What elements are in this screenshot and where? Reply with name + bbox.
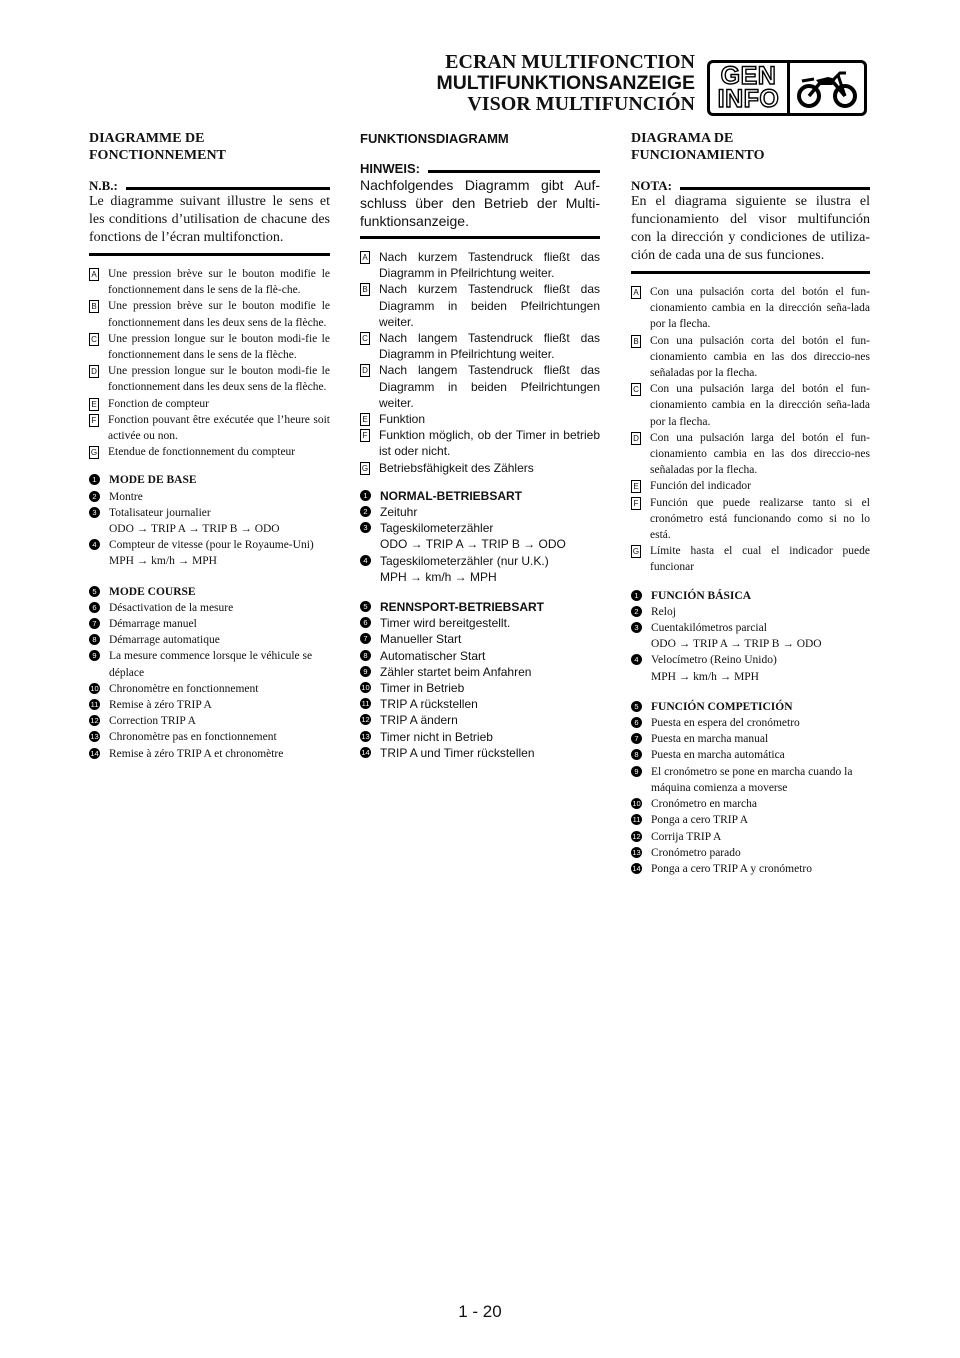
- legend-key-box: G: [632, 547, 640, 557]
- item-number-badge: 11: [90, 700, 99, 710]
- item-text: TRIP A rückstellen: [380, 697, 478, 712]
- item-number-badge: 12: [361, 715, 370, 725]
- page-number: 1 - 20: [458, 1302, 502, 1321]
- item-number-badge: 14: [361, 747, 370, 757]
- list-item: [631, 861, 870, 877]
- legend-key-box: F: [89, 414, 99, 427]
- item-number-badge: 7: [89, 618, 100, 629]
- item-sequence: MPH → km/h → MPH: [651, 670, 759, 683]
- legend-item: [631, 478, 870, 494]
- item-text: Velocímetro (Reino Unido): [651, 654, 777, 667]
- header-titles: [436, 52, 695, 115]
- legend-item: [631, 430, 870, 479]
- note-rule: [126, 187, 330, 190]
- item-text: Ponga a cero TRIP A: [651, 814, 749, 827]
- item-number-badge: 7: [631, 733, 642, 744]
- legend-key-box: E: [360, 413, 370, 426]
- legend-item: [631, 284, 870, 333]
- item-text: Compteur de vitesse (pour le Royaume-Uni): [109, 539, 314, 552]
- note-header: [631, 178, 870, 193]
- legend-item: [631, 381, 870, 430]
- note-label: N.B.:: [89, 178, 118, 193]
- list-item: [360, 615, 600, 631]
- item-text-block: [109, 537, 330, 569]
- item-text: Tageskilometerzähler: [380, 521, 494, 536]
- list-item: [360, 553, 600, 585]
- legend-list: [631, 284, 870, 576]
- item-text: El cronómetro se pone en marcha cuando la máquina comienza a moverse: [651, 765, 853, 794]
- item-text-block: [380, 553, 600, 585]
- item-number-badge: 1: [89, 474, 100, 485]
- item-text: Timer in Betrieb: [380, 681, 465, 696]
- list-item: [631, 812, 870, 828]
- note-text: En el diagrama siguiente se ilustra el funcionamiento del visor multifunción con la dirección y condiciones de utiliza-ción de cada una de sus funciones.: [631, 193, 870, 274]
- legend-item: [89, 444, 330, 460]
- list-item: [360, 599, 600, 615]
- item-text: Montre: [109, 490, 143, 503]
- item-text: MODE COURSE: [109, 585, 196, 598]
- item-text: Démarrage automatique: [109, 634, 220, 647]
- list-item: [89, 472, 330, 488]
- note-text: Nachfolgendes Diagramm gibt Auf-schluss über den Betrieb der Multi-funktionsanzeige.: [360, 176, 600, 239]
- item-text: Tageskilometerzähler (nur U.K.): [380, 553, 549, 568]
- list-item: [360, 696, 600, 712]
- legend-text: Función que puede realizarse tanto si el cronómetro está funcionando como si no lo está.: [650, 496, 870, 542]
- item-text-block: [651, 620, 870, 652]
- item-text: Puesta en espera del cronómetro: [651, 717, 800, 730]
- item-text-block: [109, 632, 330, 648]
- legend-key-box: E: [631, 480, 641, 493]
- item-number-badge: 3: [631, 622, 642, 633]
- item-text: Manueller Start: [380, 632, 462, 647]
- item-number-badge: 7: [360, 633, 371, 644]
- item-number-badge: 3: [360, 522, 371, 533]
- note-text: Le diagramme suivant illustre le sens et les conditions d’utilisation de chacune des fonctions de l’écran multifonction.: [89, 193, 330, 256]
- item-text-block: [651, 715, 870, 731]
- legend-text: Une pression brève sur le bouton modifie le fonctionnement dans le sens de la flè-che.: [108, 268, 330, 297]
- legend-item: [89, 331, 330, 363]
- item-text-block: [380, 615, 600, 631]
- item-text: Démarrage manuel: [109, 618, 197, 631]
- item-text: FUNCIÓN COMPETICIÓN: [651, 700, 793, 713]
- item-number-badge: 8: [89, 634, 100, 645]
- item-number-badge: 13: [361, 731, 370, 741]
- column-german: [360, 128, 600, 761]
- item-number-badge: 9: [360, 666, 371, 677]
- legend-text: Une pression longue sur le bouton modi-fie le fonctionnement dans les deux sens de la flèche.: [108, 365, 330, 394]
- legend-item: [89, 298, 330, 330]
- list-item: [631, 845, 870, 861]
- list-item: [631, 699, 870, 715]
- item-number-badge: 1: [360, 490, 371, 501]
- legend-item: [631, 495, 870, 544]
- item-number-badge: 13: [632, 847, 641, 857]
- item-text-block: [651, 764, 870, 796]
- legend-item: [360, 281, 600, 330]
- legend-item: [360, 411, 600, 427]
- item-number-badge: 4: [89, 539, 100, 550]
- legend-text: Une pression longue sur le bouton modi-fie le fonctionnement dans le sens de la flèche.: [108, 332, 330, 362]
- legend-key-box: E: [89, 398, 99, 411]
- item-text: Remise à zéro TRIP A: [109, 699, 212, 712]
- item-number-badge: 6: [89, 602, 100, 613]
- list-item: [631, 829, 870, 845]
- item-text: La mesure commence lorsque le véhicule se déplace: [109, 650, 313, 679]
- list-item: [360, 504, 600, 520]
- legend-text: Funktion möglich, ob der Timer in betrieb ist oder nicht.: [379, 428, 600, 459]
- legend-text: Fonction pouvant être exécutée que l’heure soit activée ou non.: [108, 413, 330, 443]
- item-text: Zähler startet beim Anfahren: [380, 664, 532, 679]
- title-french: ECRAN MULTIFONCTION: [445, 51, 695, 73]
- list-item: [89, 489, 330, 505]
- item-text-block: [651, 588, 870, 604]
- item-text-block: [651, 731, 870, 747]
- list-spacer: [631, 685, 870, 699]
- item-number-badge: 13: [90, 732, 99, 742]
- legend-item: [89, 266, 330, 298]
- legend-text: Nach langem Tastendruck fließt das Diagramm in Pfeilrichtung weiter.: [379, 331, 600, 362]
- list-item: [360, 648, 600, 664]
- list-spacer: [89, 570, 330, 584]
- item-text-block: [109, 505, 330, 537]
- list-item: [631, 796, 870, 812]
- item-text: Ponga a cero TRIP A y cronómetro: [651, 862, 812, 875]
- item-number-badge: 9: [89, 650, 100, 661]
- legend-key-box: A: [360, 251, 370, 264]
- legend-key-box: C: [631, 383, 641, 396]
- item-number-badge: 8: [360, 650, 371, 661]
- legend-item: [631, 333, 870, 382]
- list-item: [360, 520, 600, 552]
- item-text-block: [109, 584, 330, 600]
- item-sequence: ODO → TRIP A → TRIP B → ODO: [109, 523, 280, 536]
- legend-key-box: G: [90, 448, 98, 458]
- column-spanish: [631, 128, 870, 877]
- item-text: Chronomètre en fonctionnement: [109, 682, 259, 695]
- numbered-list: [631, 588, 870, 877]
- list-item: [89, 600, 330, 616]
- legend-text: Fonction de compteur: [108, 397, 209, 410]
- legend-key-box: B: [360, 283, 370, 296]
- list-item: [360, 631, 600, 647]
- list-item: [89, 697, 330, 713]
- item-text: RENNSPORT-BETRIEBSART: [380, 600, 545, 615]
- legend-text: Nach kurzem Tastendruck fließt das Diagramm in Pfeilrichtung weiter.: [379, 250, 600, 281]
- list-item: [89, 648, 330, 680]
- item-text-block: [380, 504, 600, 520]
- note-label: NOTA:: [631, 178, 672, 193]
- item-number-badge: 2: [89, 491, 100, 502]
- item-number-badge: 10: [632, 799, 641, 809]
- legend-key-box: D: [89, 365, 99, 378]
- legend-key-box: D: [360, 364, 370, 377]
- item-number-badge: 2: [631, 606, 642, 617]
- item-number-badge: 8: [631, 749, 642, 760]
- list-item: [360, 664, 600, 680]
- legend-item: [631, 543, 870, 575]
- legend-item: [360, 362, 600, 411]
- item-text-block: [380, 631, 600, 647]
- column-french: [89, 128, 330, 762]
- item-text-block: [651, 699, 870, 715]
- item-text: Corrija TRIP A: [651, 830, 722, 843]
- legend-text: Funktion: [379, 412, 426, 427]
- item-number-badge: 14: [90, 748, 99, 758]
- section-title: DIAGRAMME DE FONCTIONNEMENT: [89, 131, 226, 163]
- item-text: Puesta en marcha automática: [651, 749, 785, 762]
- item-text-block: [651, 796, 870, 812]
- item-text: Timer nicht in Betrieb: [380, 729, 493, 744]
- item-text-block: [380, 520, 600, 552]
- list-item: [89, 537, 330, 569]
- list-spacer: [360, 585, 600, 599]
- item-text-block: [651, 652, 870, 684]
- legend-item: [360, 460, 600, 476]
- item-number-badge: 5: [631, 701, 642, 712]
- list-item: [89, 632, 330, 648]
- legend-key-box: A: [89, 268, 99, 281]
- item-text-block: [380, 648, 600, 664]
- item-text: Cronómetro parado: [651, 846, 741, 859]
- list-item: [631, 715, 870, 731]
- legend-key-box: F: [360, 429, 370, 442]
- legend-text: Con una pulsación larga del botón el fun-cionamiento cambia en la dirección seña-lada por la flecha.: [650, 383, 870, 428]
- list-item: [89, 729, 330, 745]
- legend-list: [89, 266, 330, 460]
- legend-item: [360, 249, 600, 281]
- item-text-block: [109, 472, 330, 488]
- item-number-badge: 11: [632, 815, 641, 825]
- item-text-block: [651, 829, 870, 845]
- list-item: [89, 681, 330, 697]
- item-text-block: [651, 845, 870, 861]
- item-sequence: MPH → km/h → MPH: [109, 555, 217, 568]
- item-number-badge: 14: [632, 863, 641, 873]
- section-title: DIAGRAMA DE FUNCIONAMIENTO: [631, 131, 765, 163]
- legend-text: Etendue de fonctionnement du compteur: [108, 446, 296, 459]
- item-text-block: [651, 747, 870, 763]
- list-item: [631, 747, 870, 763]
- numbered-list: [89, 472, 330, 761]
- list-item: [89, 584, 330, 600]
- list-item: [631, 620, 870, 652]
- motorcycle-icon: [787, 60, 867, 116]
- title-german: MULTIFUNKTIONSANZEIGE: [436, 72, 695, 94]
- legend-key-box: F: [631, 497, 641, 510]
- item-text-block: [109, 681, 330, 697]
- item-text: Reloj: [651, 605, 676, 618]
- item-text: Zeituhr: [380, 505, 418, 520]
- item-number-badge: 4: [360, 555, 371, 566]
- list-item: [360, 680, 600, 696]
- item-text-block: [380, 712, 600, 728]
- item-text-block: [380, 680, 600, 696]
- list-item: [360, 488, 600, 504]
- item-text: Chronomètre pas en fonctionnement: [109, 731, 277, 744]
- legend-key-box: B: [631, 335, 641, 348]
- item-text-block: [109, 489, 330, 505]
- item-number-badge: 11: [361, 699, 370, 709]
- item-number-badge: 2: [360, 506, 371, 517]
- item-text-block: [109, 648, 330, 680]
- list-item: [631, 731, 870, 747]
- legend-key-box: G: [361, 463, 369, 473]
- title-spanish: VISOR MULTIFUNCIÓN: [467, 93, 695, 115]
- item-number-badge: 6: [360, 617, 371, 628]
- item-number-badge: 10: [361, 683, 370, 693]
- item-text-block: [109, 729, 330, 745]
- legend-item: [360, 427, 600, 459]
- badge-label: [707, 60, 787, 116]
- list-item: [89, 746, 330, 762]
- legend-key-box: D: [631, 432, 641, 445]
- item-text-block: [380, 599, 600, 615]
- item-text-block: [380, 745, 600, 761]
- item-number-badge: 12: [90, 716, 99, 726]
- legend-item: [89, 412, 330, 444]
- legend-text: Función del indicador: [650, 480, 751, 493]
- list-item: [631, 652, 870, 684]
- note-rule: [680, 187, 870, 190]
- list-item: [631, 604, 870, 620]
- legend-key-box: C: [360, 332, 370, 345]
- item-text: Cuentakilómetros parcial: [651, 622, 767, 635]
- legend-key-box: A: [631, 286, 641, 299]
- item-number-badge: 6: [631, 717, 642, 728]
- item-text: Correction TRIP A: [109, 715, 196, 728]
- legend-text: Nach langem Tastendruck fließt das Diagramm in beiden Pfeilrichtungen weiter.: [379, 363, 600, 410]
- item-text-block: [109, 600, 330, 616]
- list-item: [360, 712, 600, 728]
- item-text: Remise à zéro TRIP A et chronomètre: [109, 747, 284, 760]
- legend-text: Une pression brève sur le bouton modifie le fonctionnement dans les deux sens de la flèche.: [108, 300, 330, 329]
- item-sequence: ODO → TRIP A → TRIP B → ODO: [651, 638, 822, 651]
- note-label: HINWEIS:: [360, 161, 420, 176]
- legend-text: Betriebsfähigkeit des Zählers: [379, 460, 534, 475]
- numbered-list: [360, 488, 600, 761]
- item-number-badge: 9: [631, 766, 642, 777]
- list-item: [631, 764, 870, 796]
- item-text: TRIP A und Timer rückstellen: [380, 745, 535, 760]
- item-sequence: ODO → TRIP A → TRIP B → ODO: [380, 537, 566, 552]
- item-text: Totalisateur journalier: [109, 506, 211, 519]
- item-text: Désactivation de la mesure: [109, 601, 234, 614]
- note-header: [360, 161, 600, 176]
- list-item: [89, 505, 330, 537]
- item-sequence: MPH → km/h → MPH: [380, 569, 497, 584]
- item-text-block: [109, 713, 330, 729]
- item-text-block: [380, 488, 600, 504]
- item-number-badge: 5: [89, 586, 100, 597]
- legend-item: [89, 396, 330, 412]
- list-item: [360, 745, 600, 761]
- item-text-block: [651, 861, 870, 877]
- item-text-block: [651, 812, 870, 828]
- legend-item: [360, 330, 600, 362]
- legend-key-box: C: [89, 333, 99, 346]
- item-text: TRIP A ändern: [380, 713, 458, 728]
- legend-text: Con una pulsación corta del botón el fun-cionamiento cambia en las dos direccio-nes señaladas por la flecha.: [650, 334, 870, 380]
- section-badge: [707, 60, 867, 116]
- item-number-badge: 3: [89, 507, 100, 518]
- item-text: Puesta en marcha manual: [651, 733, 769, 746]
- note-header: [89, 178, 330, 193]
- item-number-badge: 10: [90, 683, 99, 693]
- list-item: [631, 588, 870, 604]
- item-text: NORMAL-BETRIEBSART: [380, 488, 522, 503]
- item-text-block: [651, 604, 870, 620]
- badge-line-gen: GEN: [720, 62, 777, 90]
- legend-key-box: B: [89, 300, 99, 313]
- item-text-block: [380, 696, 600, 712]
- note-rule: [428, 170, 600, 173]
- item-text-block: [380, 664, 600, 680]
- item-text-block: [380, 729, 600, 745]
- item-text: Timer wird bereitgestellt.: [380, 616, 511, 631]
- item-number-badge: 12: [632, 831, 641, 841]
- legend-text: Nach kurzem Tastendruck fließt das Diagramm in beiden Pfeilrichtungen weiter.: [379, 282, 600, 329]
- item-text: Automatischer Start: [380, 648, 486, 663]
- list-item: [89, 713, 330, 729]
- item-text: MODE DE BASE: [109, 474, 197, 487]
- legend-text: Con una pulsación corta del botón el fun-cionamiento cambia en la dirección seña-lada por la flecha.: [650, 286, 870, 331]
- item-text-block: [109, 616, 330, 632]
- item-text: Cronómetro en marcha: [651, 798, 758, 811]
- legend-text: Límite hasta el cual el indicador puede funcionar: [650, 545, 870, 574]
- item-text: FUNCIÓN BÁSICA: [651, 589, 751, 602]
- item-text-block: [109, 746, 330, 762]
- item-number-badge: 4: [631, 654, 642, 665]
- badge-line-info: INFO: [717, 85, 780, 113]
- legend-item: [89, 363, 330, 395]
- legend-text: Con una pulsación larga del botón el fun-cionamiento cambia en las dos direccio-nes señaladas por la flecha.: [650, 431, 870, 477]
- item-number-badge: 5: [360, 601, 371, 612]
- item-text-block: [109, 697, 330, 713]
- list-item: [360, 729, 600, 745]
- legend-list: [360, 249, 600, 476]
- item-number-badge: 1: [631, 590, 642, 601]
- list-item: [89, 616, 330, 632]
- section-title: FUNKTIONSDIAGRAMM: [360, 131, 509, 146]
